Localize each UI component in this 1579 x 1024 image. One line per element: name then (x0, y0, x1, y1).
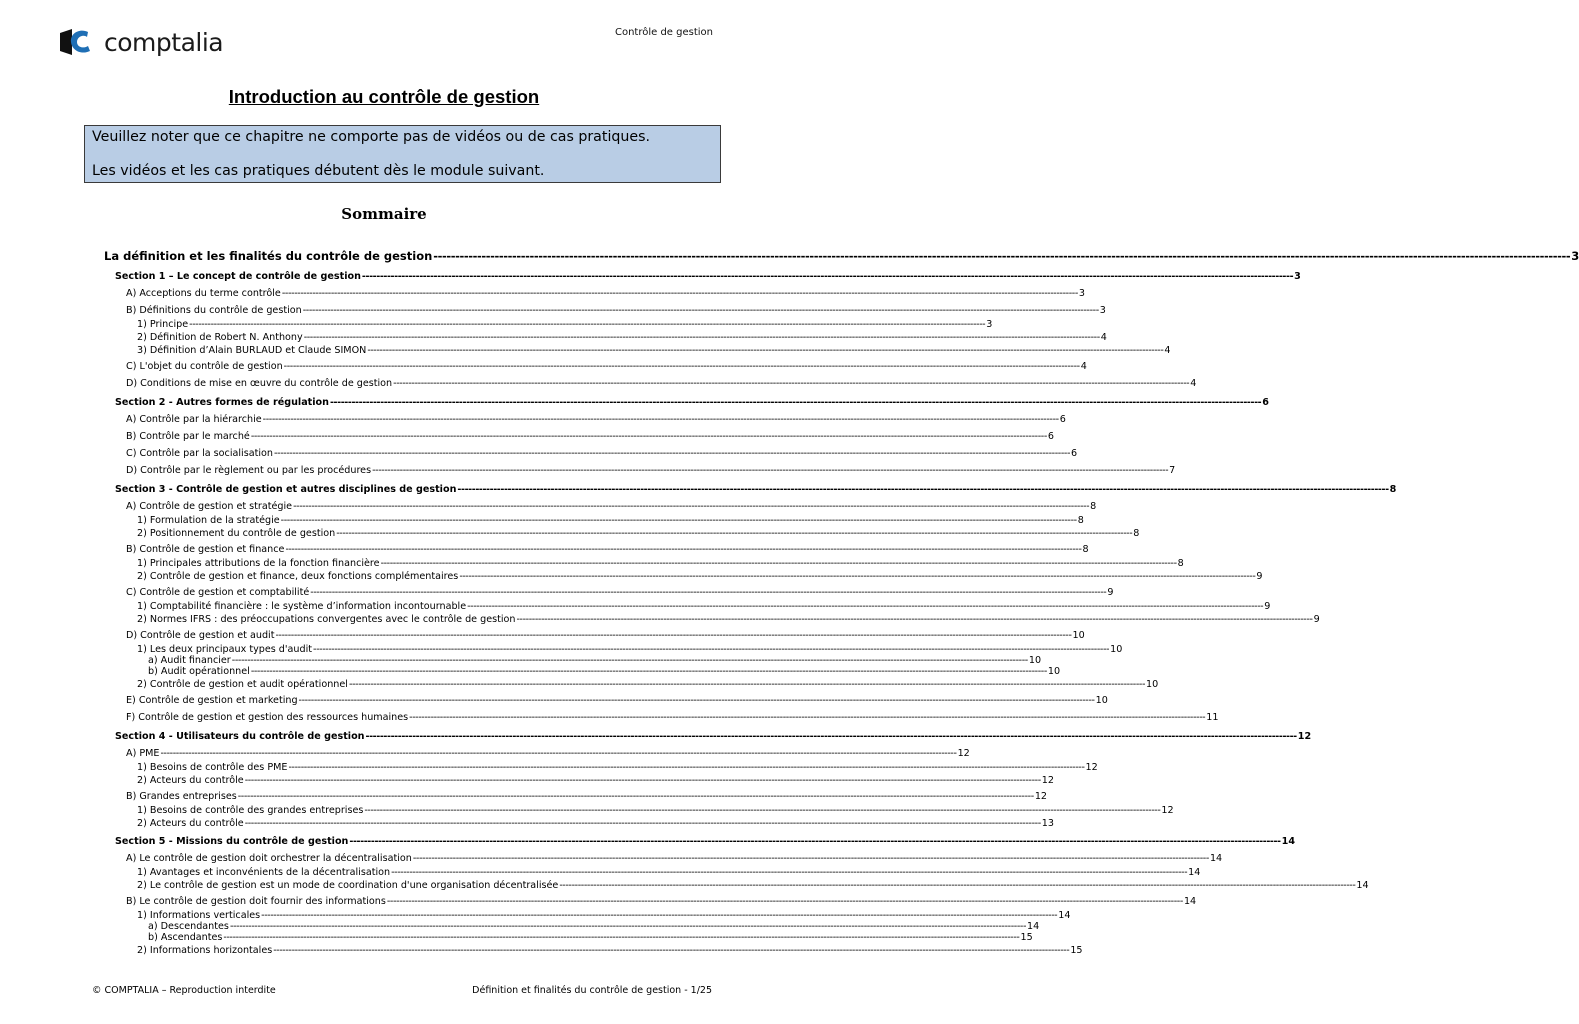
toc-entry[interactable] (126, 791, 1048, 802)
toc-leader-dots: -------------------------------------------------------------------------------------------------------------------------------------------------------------------------------------------------------------------------------------------------------------------- (273, 945, 1070, 956)
toc-entry[interactable] (137, 762, 1098, 773)
toc-entry-page: 15 (1020, 932, 1033, 943)
toc-entry-title: A) PME (126, 748, 160, 759)
toc-entry-page: 6 (1071, 448, 1078, 459)
toc-entry-page: 8 (1090, 501, 1097, 512)
toc-entry[interactable] (137, 818, 1054, 829)
toc-entry-page: 9 (1256, 571, 1263, 582)
toc-entry[interactable] (137, 332, 1107, 343)
toc-entry-page: 3 (986, 319, 993, 330)
toc-entry[interactable] (126, 431, 1054, 442)
toc-entry[interactable] (104, 249, 1579, 263)
toc-entry[interactable] (137, 558, 1184, 569)
toc-leader-dots: -------------------------------------------------------------------------------------------------------------------------------------------------------------------------------------------------------------------------------------------------------------------- (349, 836, 1281, 847)
toc-entry-title: 2) Acteurs du contrôle (137, 775, 244, 786)
toc-entry-title: A) Acceptions du terme contrôle (126, 288, 281, 299)
toc-entry-page: 6 (1047, 431, 1054, 442)
toc-entry-title: 2) Positionnement du contrôle de gestion (137, 528, 336, 539)
toc-entry-title: E) Contrôle de gestion et marketing (126, 695, 298, 706)
toc-leader-dots: -------------------------------------------------------------------------------------------------------------------------------------------------------------------------------------------------------------------------------------------------------------------- (160, 748, 957, 759)
toc-entry-title: A) Contrôle par la hiérarchie (126, 414, 262, 425)
toc-entry-title: 2) Contrôle de gestion et audit opérationnel (137, 679, 348, 690)
toc-leader-dots: -------------------------------------------------------------------------------------------------------------------------------------------------------------------------------------------------------------------------------------------------------------------- (262, 414, 1059, 425)
toc-entry-page: 14 (1188, 867, 1201, 878)
toc-leader-dots: -------------------------------------------------------------------------------------------------------------------------------------------------------------------------------------------------------------------------------------------------------------------- (231, 655, 1028, 666)
toc-entry-title: 1) Comptabilité financière : le système d’information incontournable (137, 601, 467, 612)
toc-entry[interactable] (148, 932, 1033, 943)
toc-entry-title: C) Contrôle par la socialisation (126, 448, 273, 459)
toc-leader-dots: -------------------------------------------------------------------------------------------------------------------------------------------------------------------------------------------------------------------------------------------------------------------- (313, 644, 1110, 655)
toc-entry-title: La définition et les finalités du contrôle de gestion (104, 249, 433, 263)
toc-entry-page: 14 (1209, 853, 1223, 864)
toc-leader-dots: -------------------------------------------------------------------------------------------------------------------------------------------------------------------------------------------------------------------------------------------------------------------- (380, 558, 1177, 569)
comptalia-logo (58, 24, 223, 60)
toc-leader-dots: -------------------------------------------------------------------------------------------------------------------------------------------------------------------------------------------------------------------------------------------------------------------- (244, 775, 1041, 786)
toc-entry-page: 3 (1571, 249, 1579, 263)
toc-entry[interactable] (126, 630, 1085, 641)
toc-entry-title: D) Contrôle par le règlement ou par les procédures (126, 465, 372, 476)
toc-entry-title: D) Contrôle de gestion et audit (126, 630, 275, 641)
toc-leader-dots: -------------------------------------------------------------------------------------------------------------------------------------------------------------------------------------------------------------------------------------------------------------------- (459, 571, 1256, 582)
toc-entry[interactable] (137, 880, 1369, 891)
toc-entry-title: C) L'objet du contrôle de gestion (126, 361, 283, 372)
toc-entry-page: 12 (1041, 775, 1054, 786)
toc-entry[interactable] (126, 853, 1223, 864)
toc-entry[interactable] (137, 319, 993, 330)
toc-leader-dots: -------------------------------------------------------------------------------------------------------------------------------------------------------------------------------------------------------------------------------------------------------------------- (275, 630, 1072, 641)
toc-entry[interactable] (148, 666, 1061, 677)
toc-entry-page: 10 (1072, 630, 1085, 641)
toc-entry-page: 9 (1107, 587, 1114, 598)
toc-entry-page: 14 (1281, 836, 1295, 847)
toc-leader-dots: -------------------------------------------------------------------------------------------------------------------------------------------------------------------------------------------------------------------------------------------------------------------- (386, 896, 1183, 907)
toc-entry[interactable] (148, 655, 1042, 666)
toc-leader-dots: -------------------------------------------------------------------------------------------------------------------------------------------------------------------------------------------------------------------------------------------------------------------- (244, 818, 1041, 829)
toc-leader-dots: -------------------------------------------------------------------------------------------------------------------------------------------------------------------------------------------------------------------------------------------------------------------- (393, 378, 1190, 389)
toc-leader-dots: -------------------------------------------------------------------------------------------------------------------------------------------------------------------------------------------------------------------------------------------------------------------- (361, 271, 1294, 282)
toc-entry-page: 9 (1313, 614, 1320, 625)
toc-entry-page: 3 (1294, 271, 1301, 282)
toc-entry-title: C) Contrôle de gestion et comptabilité (126, 587, 310, 598)
toc-leader-dots: -------------------------------------------------------------------------------------------------------------------------------------------------------------------------------------------------------------------------------------------------------------------- (288, 762, 1085, 773)
toc-entry-page: 4 (1080, 361, 1087, 372)
toc-leader-dots: -------------------------------------------------------------------------------------------------------------------------------------------------------------------------------------------------------------------------------------------------------------------- (409, 712, 1206, 723)
toc-entry-title: B) Grandes entreprises (126, 791, 237, 802)
toc-entry-title: Section 2 - Autres formes de régulation (115, 397, 329, 408)
toc-leader-dots: -------------------------------------------------------------------------------------------------------------------------------------------------------------------------------------------------------------------------------------------------------------------- (261, 910, 1058, 921)
toc-entry-page: 7 (1169, 465, 1176, 476)
toc-entry-page: 15 (1070, 945, 1083, 956)
toc-leader-dots: -------------------------------------------------------------------------------------------------------------------------------------------------------------------------------------------------------------------------------------------------------------------- (189, 319, 986, 330)
toc-entry-page: 8 (1389, 484, 1397, 495)
toc-leader-dots: -------------------------------------------------------------------------------------------------------------------------------------------------------------------------------------------------------------------------------------------------------------------- (348, 679, 1146, 690)
notice-line-1: Veuillez noter que ce chapitre ne comporte pas de vidéos ou de cas pratiques. (92, 129, 651, 145)
toc-entry[interactable] (137, 614, 1320, 625)
toc-entry-title: 2) Définition de Robert N. Anthony (137, 332, 303, 343)
toc-entry[interactable] (126, 361, 1087, 372)
toc-leader-dots: -------------------------------------------------------------------------------------------------------------------------------------------------------------------------------------------------------------------------------------------------------------------- (457, 484, 1389, 495)
toc-entry-title: F) Contrôle de gestion et gestion des ressources humaines (126, 712, 409, 723)
toc-leader-dots: -------------------------------------------------------------------------------------------------------------------------------------------------------------------------------------------------------------------------------------------------------------------- (273, 448, 1071, 459)
toc-leader-dots: -------------------------------------------------------------------------------------------------------------------------------------------------------------------------------------------------------------------------------------------------------------------- (223, 932, 1020, 943)
toc-entry-page: 4 (1190, 378, 1197, 389)
toc-entry-page: 12 (1085, 762, 1098, 773)
toc-entry[interactable] (137, 679, 1159, 690)
comptalia-logo-icon (58, 27, 100, 57)
toc-leader-dots: -------------------------------------------------------------------------------------------------------------------------------------------------------------------------------------------------------------------------------------------------------------------- (310, 587, 1107, 598)
toc-entry-title: B) Contrôle de gestion et finance (126, 544, 285, 555)
toc-entry-page: 14 (1356, 880, 1369, 891)
toc-entry-page: 11 (1206, 712, 1219, 723)
toc-entry[interactable] (126, 414, 1066, 425)
toc-entry-page: 8 (1077, 515, 1084, 526)
toc-entry-title: 1) Principales attributions de la fonction financière (137, 558, 380, 569)
toc-entry[interactable] (137, 910, 1071, 921)
toc-entry-page: 3 (1099, 305, 1106, 316)
toc-entry-title: 1) Besoins de contrôle des grandes entreprises (137, 805, 364, 816)
toc-leader-dots: -------------------------------------------------------------------------------------------------------------------------------------------------------------------------------------------------------------------------------------------------------------------- (250, 666, 1047, 677)
toc-leader-dots: -------------------------------------------------------------------------------------------------------------------------------------------------------------------------------------------------------------------------------------------------------------------- (467, 601, 1264, 612)
toc-entry-title: Section 5 - Missions du contrôle de gestion (115, 836, 349, 847)
notice-line-2: Les vidéos et les cas pratiques débutent dès le module suivant. (92, 163, 545, 179)
toc-entry-title: 2) Informations horizontales (137, 945, 273, 956)
toc-leader-dots: -------------------------------------------------------------------------------------------------------------------------------------------------------------------------------------------------------------------------------------------------------------------- (298, 695, 1095, 706)
toc-entry-title: 1) Principe (137, 319, 189, 330)
toc-entry-title: b) Audit opérationnel (148, 666, 250, 677)
toc-entry-title: B) Définitions du contrôle de gestion (126, 305, 302, 316)
toc-entry-title: 2) Le contrôle de gestion est un mode de coordination d'une organisation décentralisée (137, 880, 559, 891)
toc-entry-title: 2) Normes IFRS : des préoccupations convergentes avec le contrôle de gestion (137, 614, 516, 625)
toc-leader-dots: -------------------------------------------------------------------------------------------------------------------------------------------------------------------------------------------------------------------------------------------------------------------- (433, 249, 1571, 263)
toc-entry[interactable] (126, 896, 1197, 907)
toc-entry-title: 1) Formulation de la stratégie (137, 515, 280, 526)
toc-leader-dots: -------------------------------------------------------------------------------------------------------------------------------------------------------------------------------------------------------------------------------------------------------------------- (303, 332, 1100, 343)
toc-leader-dots: -------------------------------------------------------------------------------------------------------------------------------------------------------------------------------------------------------------------------------------------------------------------- (285, 544, 1082, 555)
toc-entry-title: a) Audit financier (148, 655, 231, 666)
toc-entry-page: 4 (1164, 345, 1171, 356)
toc-entry-page: 12 (957, 748, 970, 759)
toc-leader-dots: -------------------------------------------------------------------------------------------------------------------------------------------------------------------------------------------------------------------------------------------------------------------- (229, 921, 1027, 932)
toc-entry[interactable] (126, 448, 1078, 459)
toc-leader-dots: -------------------------------------------------------------------------------------------------------------------------------------------------------------------------------------------------------------------------------------------------------------------- (329, 397, 1262, 408)
toc-entry[interactable] (137, 515, 1084, 526)
toc-leader-dots: -------------------------------------------------------------------------------------------------------------------------------------------------------------------------------------------------------------------------------------------------------------------- (364, 805, 1161, 816)
toc-entry-page: 10 (1047, 666, 1061, 677)
toc-leader-dots: -------------------------------------------------------------------------------------------------------------------------------------------------------------------------------------------------------------------------------------------------------------------- (280, 515, 1077, 526)
toc-entry-page: 13 (1041, 818, 1054, 829)
toc-leader-dots: -------------------------------------------------------------------------------------------------------------------------------------------------------------------------------------------------------------------------------------------------------------------- (302, 305, 1099, 316)
toc-entry-title: B) Contrôle par le marché (126, 431, 250, 442)
toc-leader-dots: -------------------------------------------------------------------------------------------------------------------------------------------------------------------------------------------------------------------------------------------------------------------- (559, 880, 1356, 891)
toc-leader-dots: -------------------------------------------------------------------------------------------------------------------------------------------------------------------------------------------------------------------------------------------------------------------- (367, 345, 1164, 356)
toc-entry[interactable] (137, 867, 1201, 878)
toc-entry[interactable] (126, 465, 1176, 476)
toc-entry[interactable] (115, 731, 1312, 742)
toc-entry[interactable] (137, 528, 1140, 539)
notice-box (84, 125, 721, 183)
toc-entry-page: 10 (1110, 644, 1123, 655)
toc-entry[interactable] (137, 945, 1083, 956)
toc-entry[interactable] (115, 397, 1269, 408)
toc-entry[interactable] (126, 378, 1197, 389)
toc-entry[interactable] (126, 712, 1219, 723)
toc-entry-title: D) Conditions de mise en œuvre du contrôle de gestion (126, 378, 393, 389)
toc-entry-page: 10 (1095, 695, 1108, 706)
toc-entry-title: Section 1 – Le concept de contrôle de gestion (115, 271, 361, 282)
toc-entry-title: Section 4 - Utilisateurs du contrôle de gestion (115, 731, 365, 742)
toc-entry[interactable] (126, 587, 1114, 598)
toc-entry[interactable] (137, 571, 1263, 582)
sommaire-heading: Sommaire (341, 205, 427, 223)
toc-entry[interactable] (115, 484, 1397, 495)
toc-entry-title: 3) Définition d’Alain BURLAUD et Claude SIMON (137, 345, 367, 356)
toc-entry-title: A) Contrôle de gestion et stratégie (126, 501, 293, 512)
toc-entry-title: 1) Informations verticales (137, 910, 261, 921)
toc-entry-page: 14 (1058, 910, 1071, 921)
toc-leader-dots: -------------------------------------------------------------------------------------------------------------------------------------------------------------------------------------------------------------------------------------------------------------------- (250, 431, 1047, 442)
toc-entry[interactable] (137, 601, 1271, 612)
toc-entry-title: 2) Acteurs du contrôle (137, 818, 244, 829)
toc-entry-page: 10 (1146, 679, 1159, 690)
toc-entry[interactable] (137, 345, 1171, 356)
toc-entry[interactable] (126, 305, 1106, 316)
toc-entry-page: 6 (1262, 397, 1269, 408)
toc-entry-title: 1) Les deux principaux types d'audit (137, 644, 313, 655)
toc-leader-dots: -------------------------------------------------------------------------------------------------------------------------------------------------------------------------------------------------------------------------------------------------------------------- (281, 288, 1078, 299)
header-section-title: Contrôle de gestion (614, 27, 713, 38)
toc-entry[interactable] (126, 748, 970, 759)
toc-entry[interactable] (126, 501, 1097, 512)
toc-entry-title: a) Descendantes (148, 921, 229, 932)
toc-leader-dots: -------------------------------------------------------------------------------------------------------------------------------------------------------------------------------------------------------------------------------------------------------------------- (365, 731, 1297, 742)
toc-entry-page: 8 (1177, 558, 1184, 569)
toc-entry[interactable] (115, 271, 1301, 282)
toc-entry-title: A) Le contrôle de gestion doit orchestrer la décentralisation (126, 853, 412, 864)
toc-entry-page: 3 (1078, 288, 1086, 299)
toc-leader-dots: -------------------------------------------------------------------------------------------------------------------------------------------------------------------------------------------------------------------------------------------------------------------- (372, 465, 1169, 476)
toc-entry-page: 14 (1027, 921, 1040, 932)
toc-entry[interactable] (115, 836, 1295, 847)
logo-text: comptalia (104, 27, 224, 57)
toc-entry-page: 8 (1133, 528, 1140, 539)
toc-entry-title: Section 3 - Contrôle de gestion et autres disciplines de gestion (115, 484, 457, 495)
toc-entry[interactable] (137, 775, 1054, 786)
toc-entry[interactable] (126, 544, 1089, 555)
toc-entry-title: b) Ascendantes (148, 932, 223, 943)
toc-entry-page: 8 (1082, 544, 1089, 555)
toc-leader-dots: -------------------------------------------------------------------------------------------------------------------------------------------------------------------------------------------------------------------------------------------------------------------- (293, 501, 1090, 512)
footer-copyright: © COMPTALIA – Reproduction interdite (92, 985, 276, 996)
toc-leader-dots: -------------------------------------------------------------------------------------------------------------------------------------------------------------------------------------------------------------------------------------------------------------------- (237, 791, 1034, 802)
toc-entry-page: 4 (1100, 332, 1107, 343)
toc-leader-dots: -------------------------------------------------------------------------------------------------------------------------------------------------------------------------------------------------------------------------------------------------------------------- (283, 361, 1080, 372)
toc-entry-page: 12 (1161, 805, 1174, 816)
toc-entry[interactable] (126, 288, 1086, 299)
toc-entry-page: 10 (1028, 655, 1042, 666)
toc-entry-title: 1) Besoins de contrôle des PME (137, 762, 288, 773)
toc-entry[interactable] (137, 644, 1123, 655)
toc-entry-page: 14 (1183, 896, 1197, 907)
toc-entry-title: B) Le contrôle de gestion doit fournir des informations (126, 896, 386, 907)
toc-entry-title: 2) Contrôle de gestion et finance, deux fonctions complémentaires (137, 571, 459, 582)
toc-leader-dots: -------------------------------------------------------------------------------------------------------------------------------------------------------------------------------------------------------------------------------------------------------------------- (516, 614, 1313, 625)
footer-page-info: Définition et finalités du contrôle de gestion - 1/25 (472, 985, 712, 996)
toc-entry[interactable] (148, 921, 1040, 932)
toc-leader-dots: -------------------------------------------------------------------------------------------------------------------------------------------------------------------------------------------------------------------------------------------------------------------- (391, 867, 1188, 878)
toc-leader-dots: -------------------------------------------------------------------------------------------------------------------------------------------------------------------------------------------------------------------------------------------------------------------- (336, 528, 1133, 539)
toc-entry-page: 6 (1059, 414, 1066, 425)
toc-entry-title: 1) Avantages et inconvénients de la décentralisation (137, 867, 391, 878)
toc-entry-page: 12 (1034, 791, 1048, 802)
toc-entry-page: 9 (1264, 601, 1271, 612)
toc-entry[interactable] (126, 695, 1108, 706)
page-title: Introduction au contrôle de gestion (228, 86, 540, 107)
toc-entry-page: 12 (1297, 731, 1312, 742)
toc-entry[interactable] (137, 805, 1174, 816)
toc-leader-dots: -------------------------------------------------------------------------------------------------------------------------------------------------------------------------------------------------------------------------------------------------------------------- (412, 853, 1209, 864)
